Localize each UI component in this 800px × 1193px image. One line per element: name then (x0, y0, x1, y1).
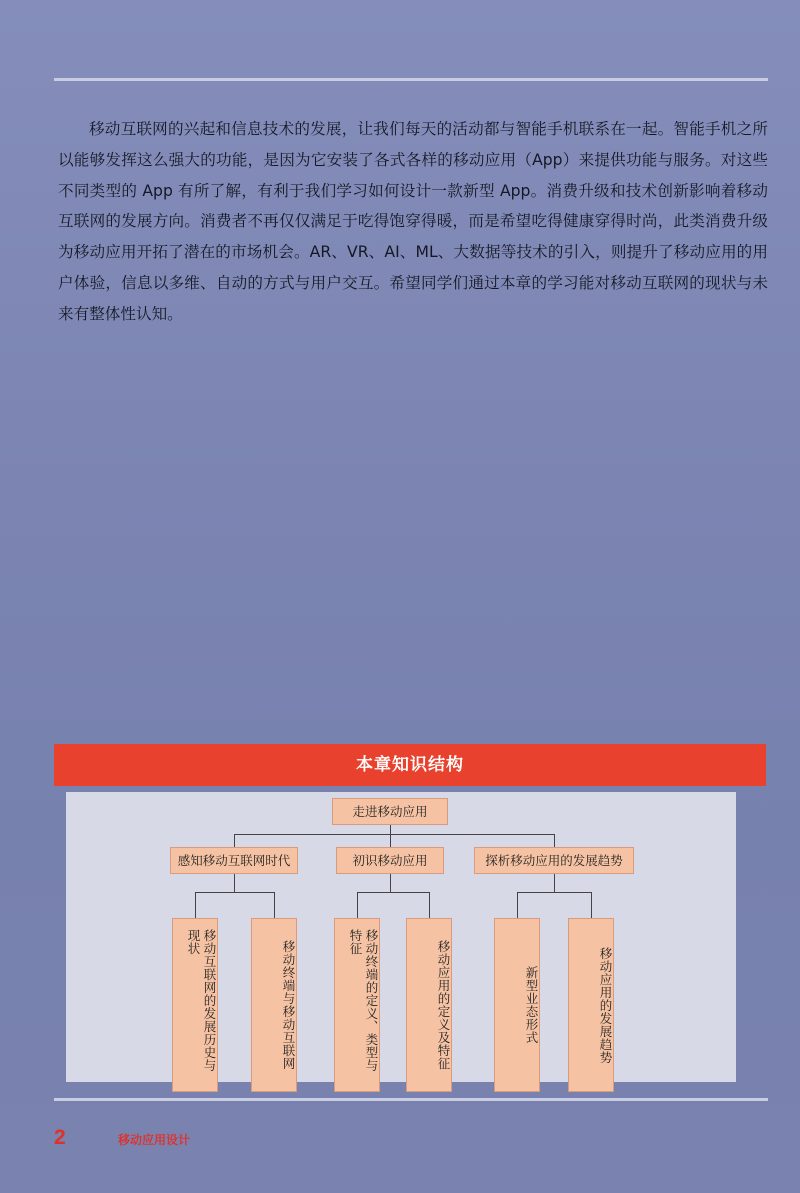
branch-node: 探析移动应用的发展趋势 (474, 847, 634, 874)
leaf-node: 移动应用的定义及特征 (406, 918, 452, 1092)
leaf-node: 移动终端与移动互联网 (251, 918, 297, 1092)
connector (195, 892, 275, 893)
connector (234, 834, 235, 847)
leaf-node: 移动互联网的发展历史与现状 (172, 918, 218, 1092)
page-number: 2 (54, 1126, 66, 1149)
connector (429, 892, 430, 918)
connector (274, 892, 275, 918)
knowledge-structure-banner: 本章知识结构 (54, 744, 766, 786)
leaf-node: 移动终端的定义、类型与特征 (334, 918, 380, 1092)
connector (357, 892, 358, 918)
root-node: 走进移动应用 (332, 798, 448, 825)
branch-node: 初识移动应用 (336, 847, 444, 874)
connector (517, 892, 591, 893)
running-book-title: 移动应用设计 (118, 1133, 191, 1147)
connector (195, 892, 196, 918)
connector (517, 892, 518, 918)
connector (591, 892, 592, 918)
connector (234, 874, 235, 892)
knowledge-structure-diagram (66, 792, 736, 1082)
connector (554, 834, 555, 847)
branch-node: 感知移动互联网时代 (170, 847, 298, 874)
top-divider (54, 78, 768, 81)
connector (234, 834, 554, 835)
connector (357, 892, 429, 893)
connector (390, 834, 391, 847)
intro-paragraph: 移动互联网的兴起和信息技术的发展，让我们每天的活动都与智能手机联系在一起。智能手机之所以能够发挥这么强大的功能，是因为它安装了各式各样的移动应用（App）来提供功能与服务。对这些不同类型的 App 有所了解，有利于我们学习如何设计一款新型 App。消费升级和技术创新影响着移动互联网的发展方向。消费者不再仅仅满足于吃得饱穿得暖，而是希望吃得健康穿得时尚，此类消费升级为移动应用开拓了潜在的市场机会。AR、VR、AI、ML、大数据等技术的引入，则提升了移动应用的用户体验，信息以多维、自动的方式与用户交互。希望同学们通过本章的学习能对移动互联网的现状与未来有整体性认知。 (58, 120, 768, 323)
connector (554, 874, 555, 892)
leaf-node: 新型业态形式 (494, 918, 540, 1092)
bottom-divider (54, 1098, 768, 1101)
leaf-node: 移动应用的发展趋势 (568, 918, 614, 1092)
connector (390, 874, 391, 892)
connector (390, 825, 391, 834)
